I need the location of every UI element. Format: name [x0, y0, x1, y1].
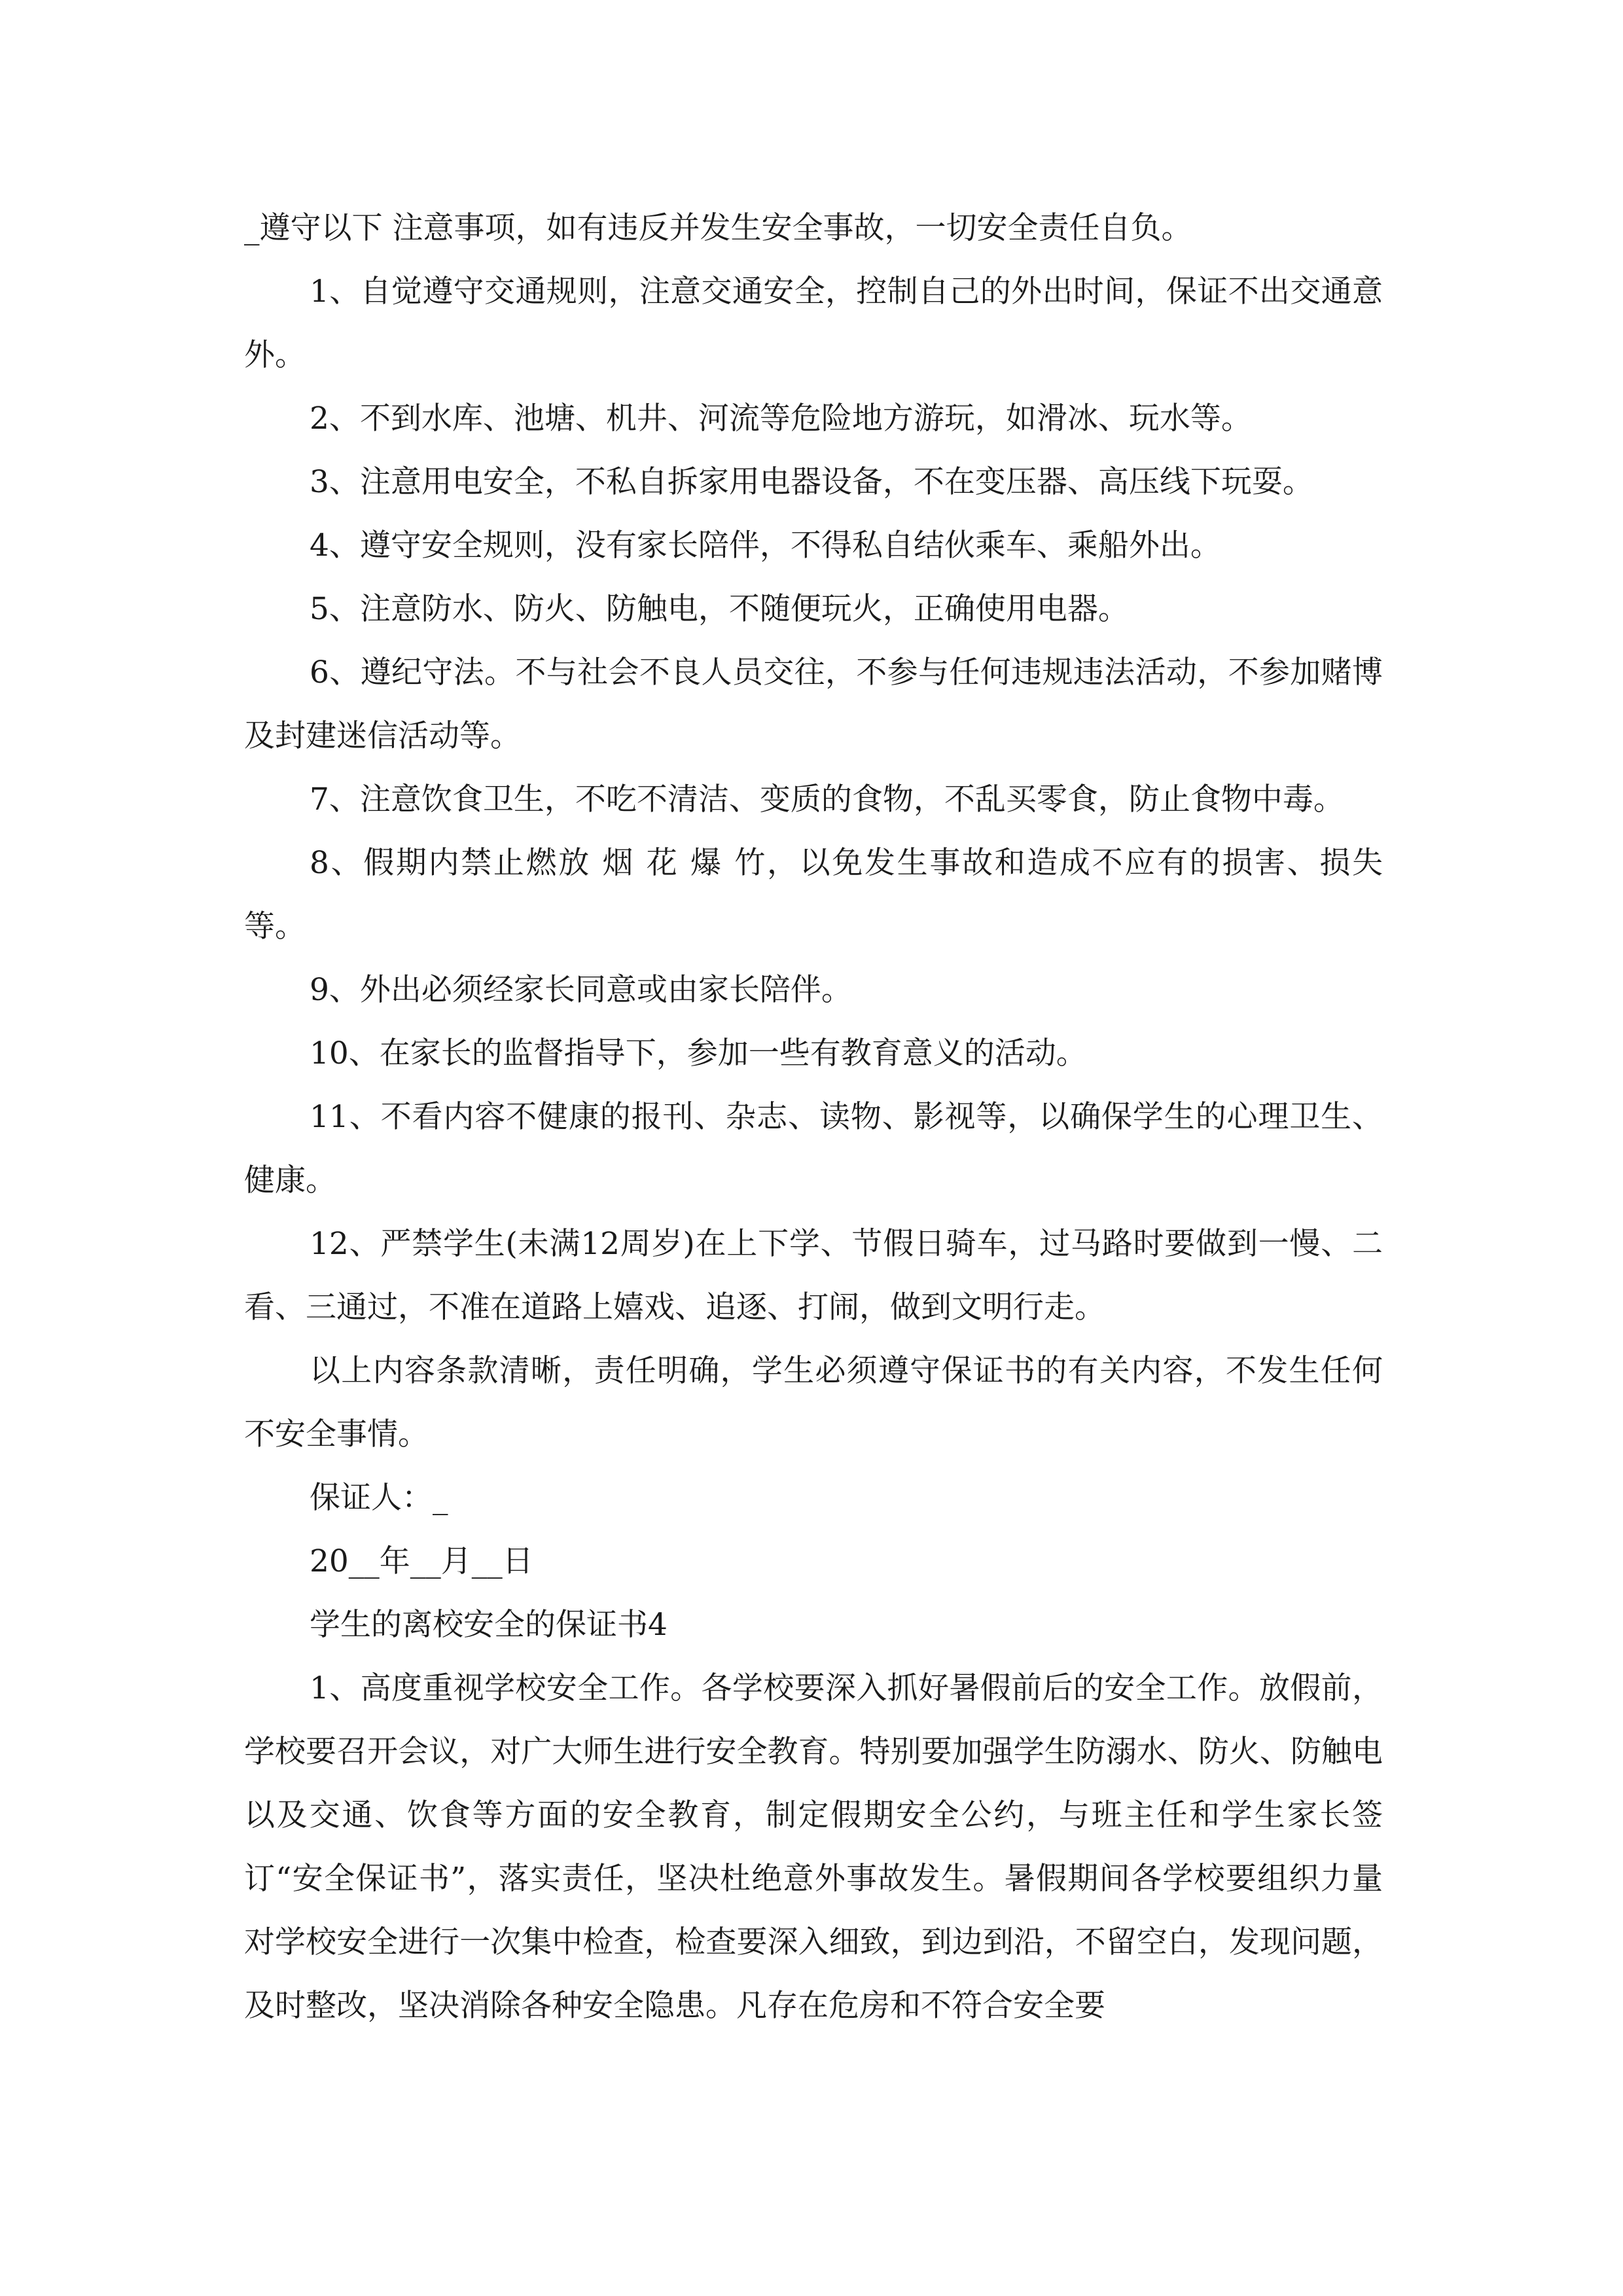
- paragraph-item-11: 11、不看内容不健康的报刊、杂志、读物、影视等，以确保学生的心理卫生、健康。: [244, 1099, 1383, 1198]
- paragraph-summary: 以上内容条款清晰，责任明确，学生必须遵守保证书的有关内容，不发生任何不安全事情。: [244, 1353, 1383, 1452]
- paragraph-item-7: 7、注意饮食卫生，不吃不清洁、变质的食物，不乱买零食，防止食物中毒。: [310, 781, 1344, 817]
- paragraph-intro: _遵守以下 注意事项，如有违反并发生安全事故，一切安全责任自负。: [244, 210, 1192, 246]
- document-body: [244, 196, 1383, 2037]
- date-line: 20__年__月__日: [310, 1543, 533, 1579]
- paragraph-item-12: 12、严禁学生(未满12周岁)在上下学、节假日骑车，过马路时要做到一慢、二看、三通过，不准在道路上嬉戏、追逐、打闹，做到文明行走。: [244, 1226, 1383, 1325]
- paragraph-item-2: 2、不到水库、池塘、机井、河流等危险地方游玩，如滑冰、玩水等。: [310, 401, 1252, 437]
- paragraph-item-6: 6、遵纪守法。不与社会不良人员交往，不参与任何违规违法活动，不参加赌博及封建迷信活动等。: [244, 655, 1383, 754]
- paragraph-item-10: 10、在家长的监督指导下，参加一些有教育意义的活动。: [310, 1035, 1087, 1071]
- paragraph-item-3: 3、注意用电安全，不私自拆家用电器设备，不在变压器、高压线下玩耍。: [310, 464, 1313, 500]
- paragraph-section4-item-1: 1、高度重视学校安全工作。各学校要深入抓好暑假前后的安全工作。放假前，学校要召开会议，对广大师生进行安全教育。特别要加强学生防溺水、防火、防触电以及交通、饮食等方面的安全教育，制定假期安全公约，与班主任和学生家长签订“安全保证书”，落实责任，坚决杜绝意外事故发生。暑假期间各学校要组织力量对学校安全进行一次集中检查，检查要深入细致，到边到沿，不留空白，发现问题，及时整改，坚决消除各种安全隐患。凡存在危房和不符合安全要: [244, 1670, 1383, 2024]
- paragraph-item-8: 8、假期内禁止燃放 烟 花 爆 竹，以免发生事故和造成不应有的损害、损失等。: [244, 845, 1383, 944]
- paragraph-item-9: 9、外出必须经家长同意或由家长陪伴。: [310, 972, 852, 1008]
- paragraph-item-5: 5、注意防水、防火、防触电，不随便玩火，正确使用电器。: [310, 591, 1129, 627]
- paragraph-item-1: 1、自觉遵守交通规则，注意交通安全，控制自己的外出时间，保证不出交通意外。: [244, 274, 1383, 373]
- section-heading: 学生的离校安全的保证书4: [310, 1607, 668, 1643]
- paragraph-item-4: 4、遵守安全规则，没有家长陪伴，不得私自结伙乘车、乘船外出。: [310, 528, 1221, 564]
- guarantor-line: 保证人：_: [310, 1480, 448, 1516]
